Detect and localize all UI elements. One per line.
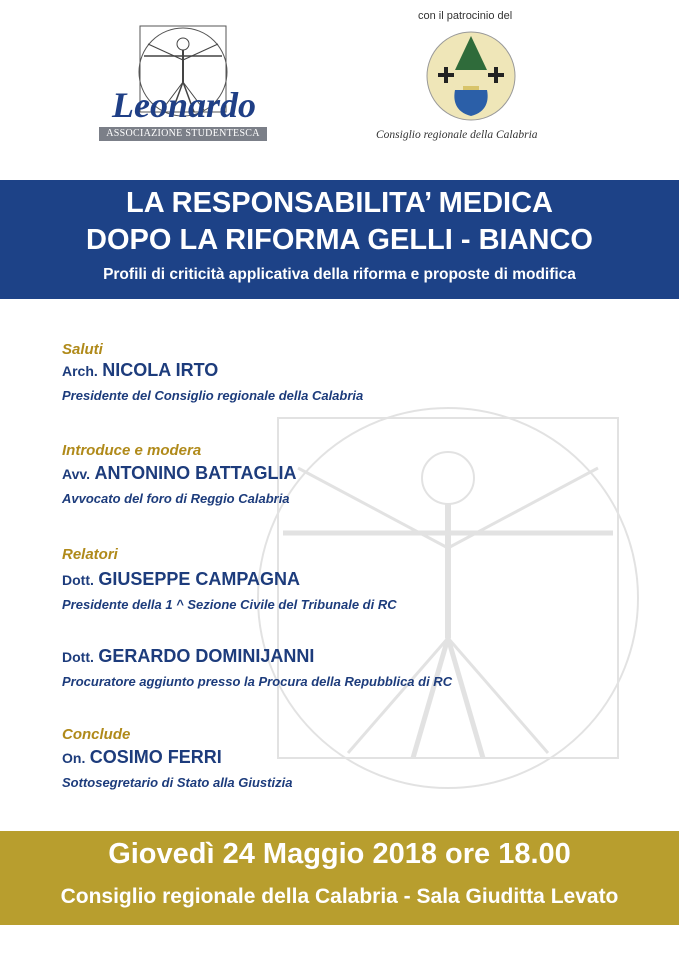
speaker-fullname: NICOLA IRTO — [102, 360, 219, 380]
leonardo-wordmark: Leonardo — [112, 85, 256, 125]
speaker-prefix: Arch. — [62, 363, 98, 379]
speaker-fullname: ANTONINO BATTAGLIA — [94, 463, 297, 483]
speaker-title: Presidente della 1 ^ Sezione Civile del Tribunale di RC — [62, 597, 397, 612]
speaker-title: Avvocato del foro di Reggio Calabria — [62, 491, 290, 506]
speaker-title: Presidente del Consiglio regionale della Calabria — [62, 388, 364, 403]
speaker-fullname: COSIMO FERRI — [89, 747, 222, 767]
role-label: Relatori — [62, 546, 118, 563]
speaker-prefix: On. — [62, 750, 86, 766]
speaker-prefix: Avv. — [62, 466, 91, 482]
speaker-fullname: GERARDO DOMINIJANNI — [98, 646, 315, 666]
role-label: Introduce e modera — [62, 442, 202, 459]
leonardo-subtitle: ASSOCIAZIONE STUDENTESCA — [99, 127, 267, 141]
speaker-title: Procuratore aggiunto presso la Procura della Repubblica di RC — [62, 674, 453, 689]
speaker-title: Sottosegretario di Stato alla Giustizia — [62, 775, 293, 790]
speaker-name — [62, 463, 296, 484]
event-title-line2: DOPO LA RIFORMA GELLI - BIANCO — [86, 224, 593, 256]
event-title-line1: LA RESPONSABILITA’ MEDICA — [126, 187, 553, 219]
speaker-name — [62, 569, 300, 590]
role-label: Saluti — [62, 341, 103, 358]
speaker-fullname: GIUSEPPE CAMPAGNA — [98, 569, 301, 589]
vitruvian-man-watermark — [238, 398, 658, 828]
speaker-name — [62, 360, 218, 381]
event-date: Giovedì 24 Maggio 2018 ore 18.00 — [108, 838, 571, 870]
event-subtitle: Profili di criticità applicativa della riforma e proposte di modifica — [103, 266, 576, 283]
speaker-prefix: Dott. — [62, 572, 94, 588]
patronage-label: con il patrocinio del — [418, 10, 513, 22]
speaker-prefix: Dott. — [62, 649, 94, 665]
role-label: Conclude — [62, 726, 131, 743]
speaker-name — [62, 646, 314, 667]
patronage-org: Consiglio regionale della Calabria — [376, 129, 538, 141]
event-venue: Consiglio regionale della Calabria - Sala Giuditta Levato — [60, 885, 619, 908]
calabria-region-emblem-icon — [425, 30, 517, 122]
speaker-name — [62, 747, 222, 768]
